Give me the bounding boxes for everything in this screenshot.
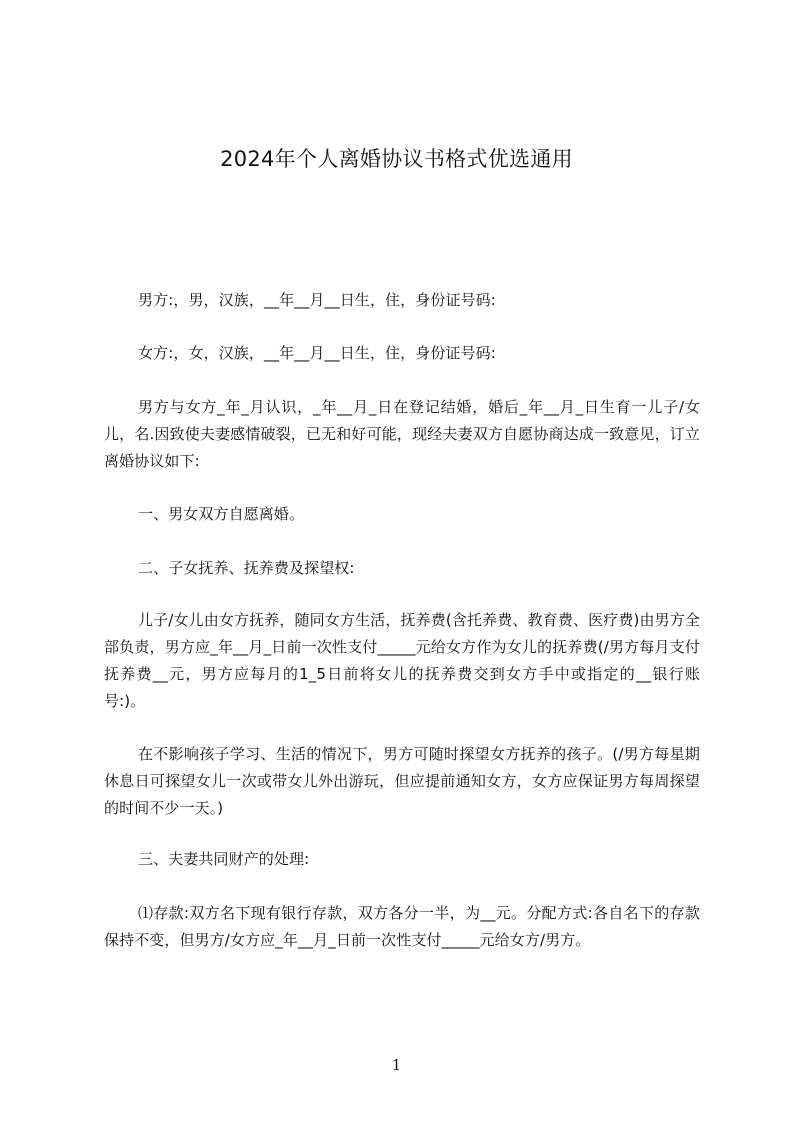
paragraph-child-custody: 儿子/女儿由女方抚养，随同女方生活，抚养费(含托养费、教育费、医疗费)由男方全部负责，男方应_年__月_日前一次性支付_____元给女方作为女儿的抚养费(/男方每月支付抚养费__元，男方应每月的1_5日前将女儿的抚养费交到女方手中或指定的__银行账号:)。 bbox=[104, 611, 700, 710]
paragraph-savings: ⑴存款:双方名下现有银行存款，双方各分一半，为__元。分配方式:各自名下的存款保持不变，但男方/女方应_年__月_日前一次性支付_____元给女方/男方。 bbox=[104, 904, 700, 949]
clause-three-heading: 三、夫妻共同财产的处理: bbox=[138, 850, 310, 868]
paragraph-marriage-background: 男方与女方_年_月认识，_年__月_日在登记结婚，婚后_年__月_日生育一儿子/女儿，名.因致使夫妻感情破裂，已无和好可能，现经夫妻双方自愿协商达成一致意见，订立离婚协议如下: bbox=[104, 398, 700, 470]
paragraph-visitation: 在不影响孩子学习、生活的情况下，男方可随时探望女方抚养的孩子。(/男方每星期休息日可探望女儿一次或带女儿外出游玩，但应提前通知女方，女方应保证男方每周探望的时间不少一天。) bbox=[104, 745, 700, 817]
document-title: 2024年个人离婚协议书格式优选通用 bbox=[220, 147, 573, 171]
paragraph-male-party: 男方:，男，汉族，__年__月__日生，住，身份证号码: bbox=[138, 291, 496, 309]
paragraph-female-party: 女方:，女，汉族，__年__月__日生，住，身份证号码: bbox=[138, 344, 496, 362]
clause-one-heading: 一、男女双方自愿离婚。 bbox=[138, 505, 305, 523]
page-number: 1 bbox=[391, 1056, 402, 1074]
clause-two-heading: 二、子女抚养、抚养费及探望权: bbox=[138, 559, 355, 577]
